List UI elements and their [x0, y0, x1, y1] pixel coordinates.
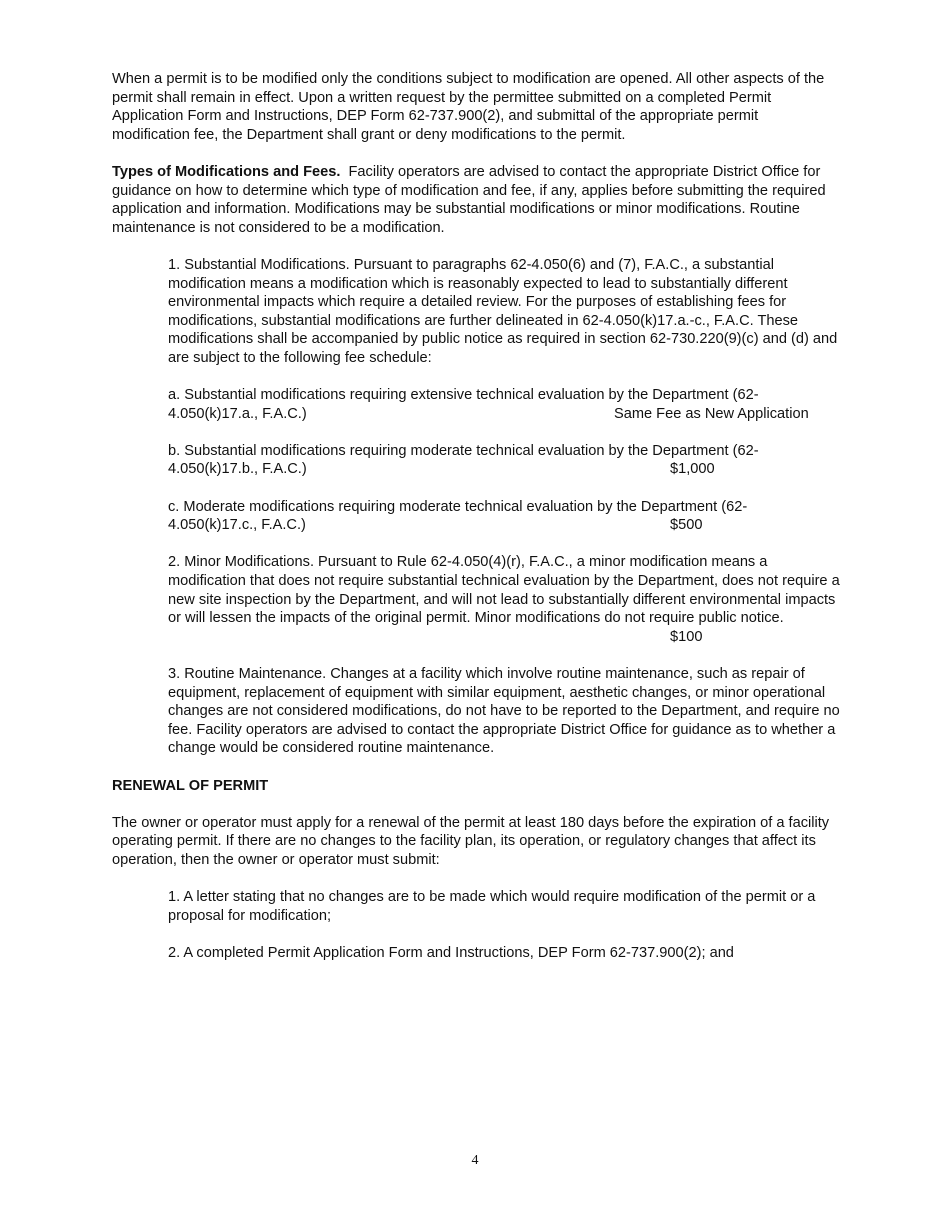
fee-item-reference: 4.050(k)17.b., F.A.C.): [168, 461, 307, 478]
substantial-modifications-paragraph: 1. Substantial Modifications. Pursuant to paragraphs 62-4.050(6) and (7), F.A.C., a substantial modification means a modification which is reasonably expected to lead to substantially different environmental impacts which require a detailed review. For the purposes of establishing fees for modifications, substantial modifications are further delineated in 62-4.050(k)17.a.-c., F.A.C. These modifications shall be accompanied by public notice as required in section 62-730.220(9)(c) and (d) and are subject to the following fee schedule:: [168, 256, 838, 366]
types-paragraph: [112, 163, 840, 237]
fee-item-description: a. Substantial modifications requiring extensive technical evaluation by the Department (62-: [168, 387, 759, 404]
list-item: 2. A completed Permit Application Form and Instructions, DEP Form 62-737.900(2); and: [168, 944, 734, 961]
fee-amount: Same Fee as New Application: [614, 405, 809, 422]
renewal-list: [168, 888, 840, 962]
minor-modifications: [168, 553, 840, 646]
page-number: 4: [471, 1153, 479, 1168]
fee-amount: $100: [670, 628, 703, 645]
routine-maintenance-paragraph: 3. Routine Maintenance. Changes at a facility which involve routine maintenance, such as repair of equipment, replacement of equipment with similar equipment, aesthetic changes, or minor operational changes are not considered modifications, do not have to be reported to the Department, and require no fee. Facility operators are advised to contact the appropriate District Office for guidance as to whether a change would be considered routine maintenance.: [168, 666, 840, 757]
fee-item-a: [168, 386, 840, 423]
fee-item-b: [168, 442, 840, 479]
fee-item-description: b. Substantial modifications requiring moderate technical evaluation by the Department (62-: [168, 442, 759, 459]
types-text: Facility operators are advised to contact the appropriate District Office for guidance on how to determine which type of modification and fee, if any, applies before submitting the required application and information. Modifications may be substantial modifications or minor modifications. Routine maintenance is not considered to be a modification.: [112, 163, 826, 236]
minor-modifications-paragraph: 2. Minor Modifications. Pursuant to Rule 62-4.050(4)(r), F.A.C., a minor modification means a modification that does not require substantial technical evaluation by the Department, does not require a new site inspection by the Department, and will not lead to substantially different environmental impacts or will lessen the impacts of the original permit. Minor modifications do not require public notice.: [168, 554, 840, 627]
fee-amount: $500: [670, 517, 703, 534]
fee-item-reference: 4.050(k)17.c., F.A.C.): [168, 517, 306, 534]
list-item: 1. A letter stating that no changes are to be made which would require modification of the permit or a proposal for modification;: [168, 889, 816, 924]
fee-item-c: [168, 498, 840, 535]
intro-paragraph: When a permit is to be modified only the conditions subject to modification are opened. All other aspects of the permit shall remain in effect. Upon a written request by the permittee submitted on a completed Permit Application Form and Instructions, DEP Form 62-737.900(2), and submittal of the appropriate permit modification fee, the Department shall grant or deny modifications to the permit.: [112, 71, 825, 143]
renewal-heading: RENEWAL OF PERMIT: [112, 777, 269, 794]
fee-item-description: c. Moderate modifications requiring moderate technical evaluation by the Department (62-: [168, 498, 748, 515]
modifications-list: [168, 256, 840, 758]
fee-item-reference: 4.050(k)17.a., F.A.C.): [168, 405, 307, 422]
types-heading: Types of Modifications and Fees.: [112, 163, 341, 180]
document-body: [112, 70, 840, 981]
renewal-paragraph: The owner or operator must apply for a renewal of the permit at least 180 days before the expiration of a facility operating permit. If there are no changes to the facility plan, its operation, or regulatory changes that affect its operation, then the owner or operator must submit:: [112, 814, 830, 868]
fee-amount: $1,000: [670, 461, 715, 478]
